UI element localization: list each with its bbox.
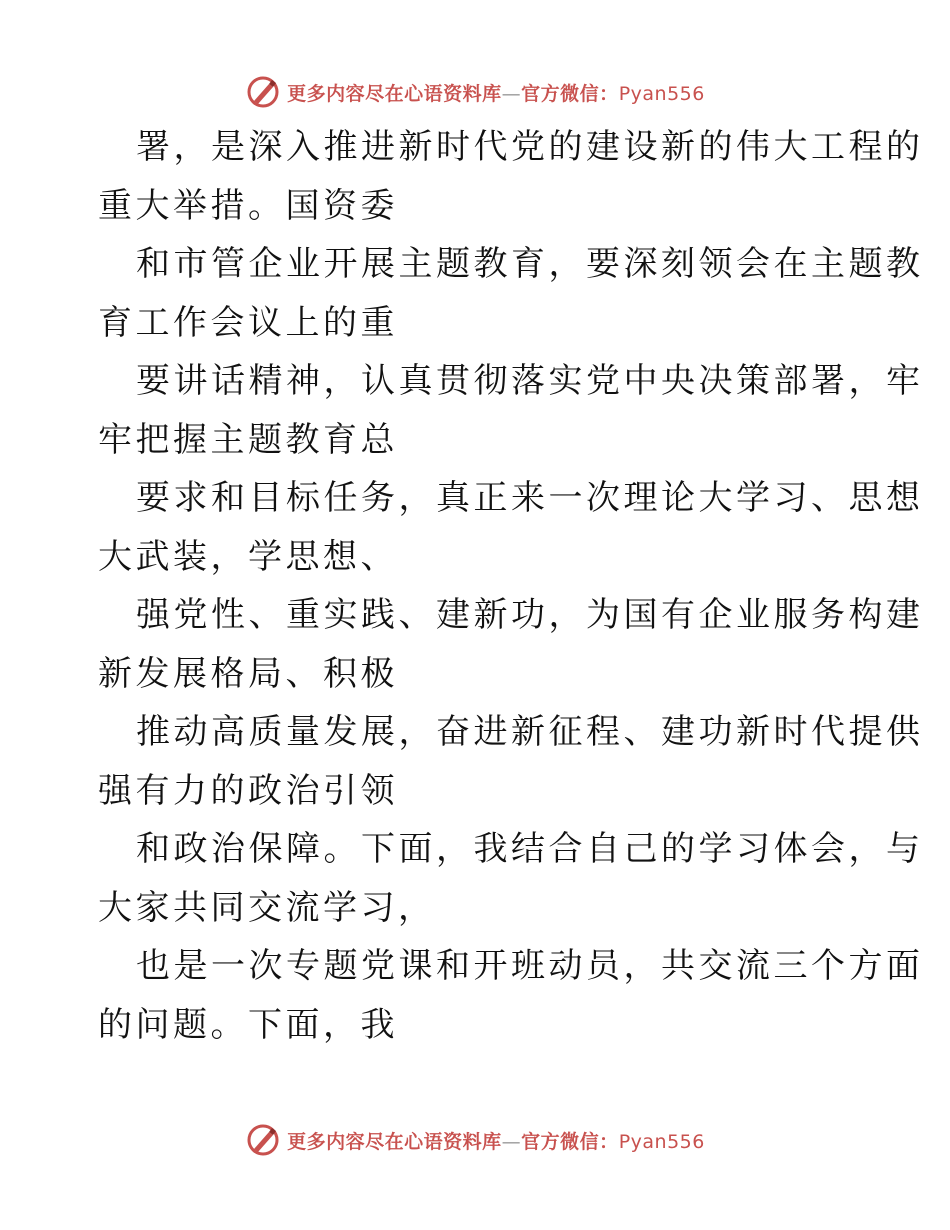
watermark-handle: Pyan556 — [618, 82, 705, 105]
body-line-6: 牢把握主题教育总 — [98, 419, 398, 460]
pen-circle-logo-icon — [245, 74, 281, 110]
watermark-handle: Pyan556 — [618, 1130, 705, 1153]
body-line-5: 要讲话精神，认真贯彻落实党中央决策部署，牢 — [136, 361, 924, 401]
watermark-text — [287, 79, 705, 106]
body-line-9: 强党性、重实践、建新功，为国有企业服务构建 — [136, 595, 924, 635]
body-line-12: 强有力的政治引领 — [98, 770, 398, 811]
watermark-dash: — — [501, 82, 522, 105]
body-line-1: 署，是深入推进新时代党的建设新的伟大工程的 — [136, 127, 924, 167]
watermark-wechat-label: 官方微信： — [521, 82, 619, 105]
body-line-13: 和政治保障。下面，我结合自己的学习体会，与 — [136, 829, 924, 869]
pen-circle-logo-icon — [245, 1122, 281, 1158]
watermark-site-name: 更多内容尽在心语资料库 — [287, 1130, 502, 1153]
watermark-site-name: 更多内容尽在心语资料库 — [287, 82, 502, 105]
watermark-wechat-label: 官方微信： — [521, 1130, 619, 1153]
header-watermark — [0, 72, 950, 112]
body-line-14: 大家共同交流学习， — [98, 887, 436, 928]
body-line-8: 大武装，学思想、 — [98, 536, 398, 577]
watermark-text — [287, 1127, 705, 1154]
body-line-4: 育工作会议上的重 — [98, 302, 398, 343]
watermark-dash: — — [501, 1130, 522, 1153]
body-line-7: 要求和目标任务，真正来一次理论大学习、思想 — [136, 478, 924, 518]
document-body — [98, 118, 924, 1054]
body-line-3: 和市管企业开展主题教育，要深刻领会在主题教 — [136, 244, 924, 284]
footer-watermark — [0, 1120, 950, 1160]
body-line-15: 也是一次专题党课和开班动员，共交流三个方面 — [136, 946, 924, 986]
body-line-16: 的问题。下面，我 — [98, 1004, 398, 1045]
body-line-11: 推动高质量发展，奋进新征程、建功新时代提供 — [136, 712, 924, 752]
body-line-2: 重大举措。国资委 — [98, 185, 398, 226]
body-line-10: 新发展格局、积极 — [98, 653, 398, 694]
